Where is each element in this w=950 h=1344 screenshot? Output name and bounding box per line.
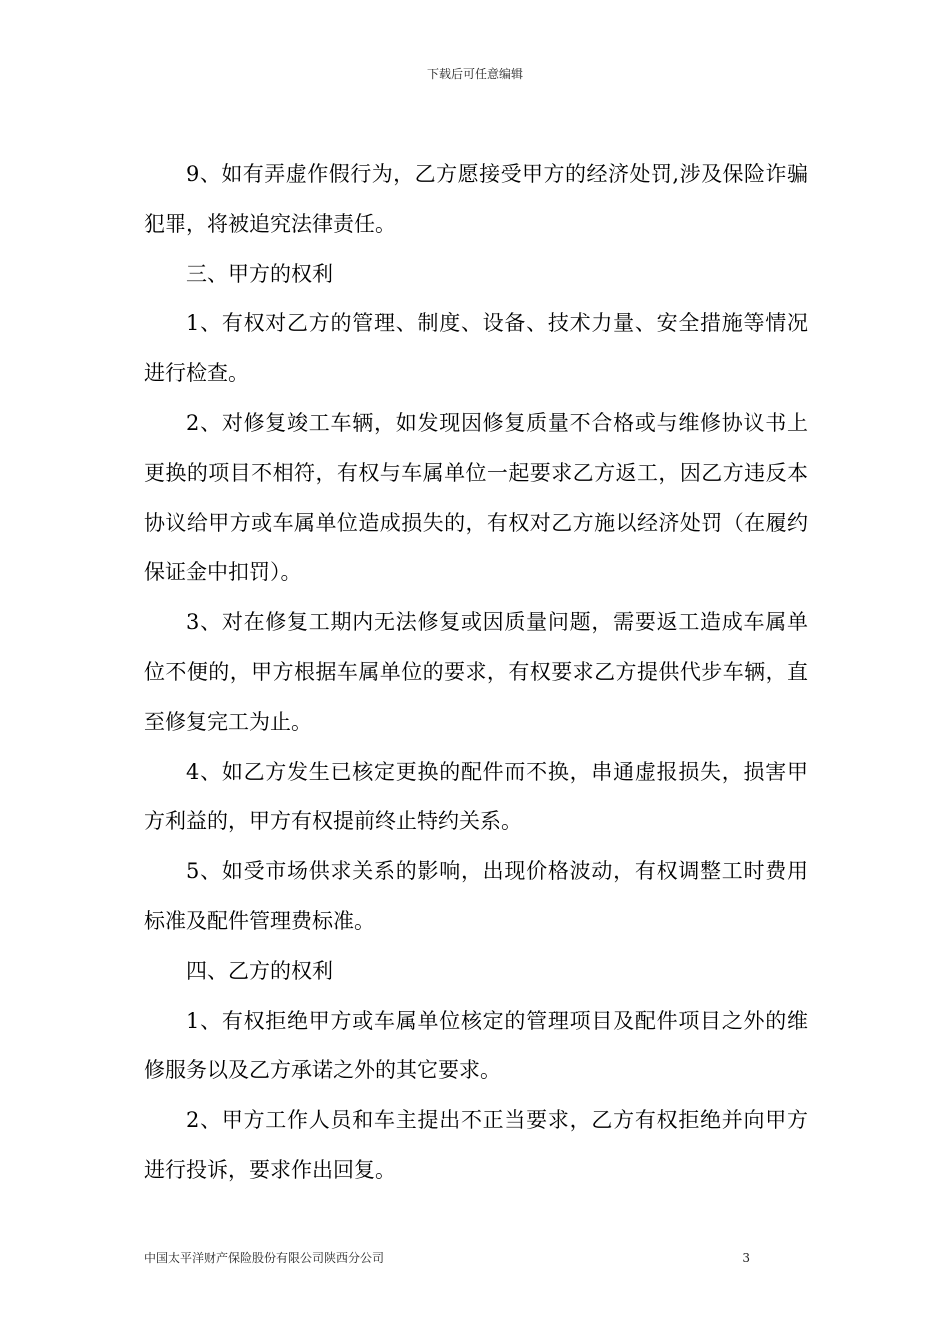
party-a-right-3: 3、对在修复工期内无法修复或因质量问题，需要返工造成车属单位不便的，甲方根据车属单位的要求，有权要求乙方提供代步车辆，直至修复完工为止。 (144, 610, 808, 734)
section-heading-party-a-rights: 三、甲方的权利 (186, 261, 333, 286)
footer-page-number: 3 (742, 1251, 750, 1265)
document-body (144, 150, 808, 1196)
party-a-right-2: 2、对修复竣工车辆，如发现因修复质量不合格或与维修协议书上更换的项目不相符，有权与车属单位一起要求乙方返工，因乙方违反本协议给甲方或车属单位造成损失的，有权对乙方施以经济处罚（在履约保证金中扣罚）。 (144, 410, 808, 585)
party-b-right-1: 1、有权拒绝甲方或车属单位核定的管理项目及配件项目之外的维修服务以及乙方承诺之外的其它要求。 (144, 1008, 808, 1083)
page-header-note: 下载后可任意编辑 (426, 67, 523, 81)
clause-9-fraud-penalty: 9、如有弄虚作假行为，乙方愿接受甲方的经济处罚,涉及保险诈骗犯罪，将被追究法律责任。 (144, 162, 808, 236)
section-heading-party-b-rights: 四、乙方的权利 (186, 958, 333, 983)
party-b-right-2: 2、甲方工作人员和车主提出不正当要求，乙方有权拒绝并向甲方进行投诉，要求作出回复。 (144, 1108, 808, 1182)
party-a-right-1: 1、有权对乙方的管理、制度、设备、技术力量、安全措施等情况进行检查。 (144, 311, 808, 386)
party-a-right-4: 4、如乙方发生已核定更换的配件而不换，串通虚报损失，损害甲方利益的，甲方有权提前终止特约关系。 (144, 759, 808, 834)
footer-company-name: 中国太平洋财产保险股份有限公司陕西分公司 (144, 1251, 385, 1265)
party-a-right-5: 5、如受市场供求关系的影响，出现价格波动，有权调整工时费用标准及配件管理费标准。 (144, 859, 808, 933)
